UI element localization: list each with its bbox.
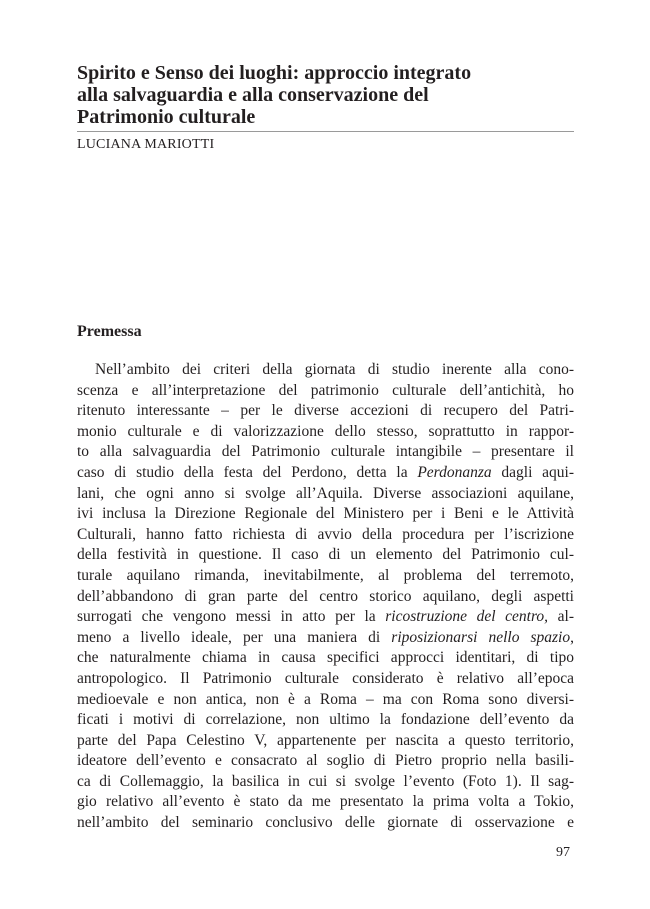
text-segment: ritenuto interessante – per le diverse accezioni di recupero del Patri- <box>77 402 574 420</box>
text-segment: dagli aqui- <box>491 463 574 481</box>
text-segment: scenza e all’interpretazione del patrimonio culturale dell’antichità, ho <box>77 381 574 399</box>
text-line <box>77 504 574 525</box>
text-line <box>77 792 574 813</box>
text-segment: turale aquilano rimanda, inevitabilmente, al problema del terremoto, <box>77 566 574 584</box>
article-title <box>77 62 577 128</box>
text-line <box>77 669 574 690</box>
text-segment: to alla salvaguardia del Patrimonio culturale intangibile – presentare il <box>77 443 574 461</box>
title-line: Patrimonio culturale <box>77 106 256 128</box>
text-segment: meno a livello ideale, per una maniera di <box>77 628 392 646</box>
text-segment: ivi inclusa la Direzione Regionale del Ministero per i Beni e le Attività <box>77 505 574 523</box>
text-segment: lani, che ogni anno si svolge all’Aquila. Diverse associazioni aquilane, <box>77 484 574 502</box>
text-segment: dell’abbandono di gran parte del centro storico aquilano, degli aspetti <box>77 587 574 605</box>
italic-phrase: riposizionarsi nello spazio <box>391 628 571 646</box>
text-segment: gio relativo all’evento è stato da me presentato la prima volta a Tokio, <box>77 793 574 811</box>
text-line <box>77 731 574 752</box>
text-line <box>77 525 574 546</box>
text-line <box>77 751 574 772</box>
text-line <box>77 381 574 402</box>
text-line <box>77 813 574 834</box>
title-rule <box>77 131 574 132</box>
italic-phrase: Perdonanza <box>417 463 492 481</box>
text-segment: Culturali, hanno fatto richiesta di avvio della procedura per l’iscrizione <box>77 525 574 543</box>
text-segment: che naturalmente chiama in causa specifici approcci identitari, di tipo <box>77 649 574 667</box>
title-line: Spirito e Senso dei luoghi: approccio integrato <box>77 62 472 84</box>
text-line <box>77 545 574 566</box>
text-segment: Nell’ambito dei criteri della giornata di studio inerente alla cono- <box>95 361 574 378</box>
text-segment: antropologico. Il Patrimonio culturale considerato è relativo all’epoca <box>77 669 574 687</box>
title-line: alla salvaguardia e alla conservazione del <box>77 84 429 106</box>
text-segment: ficati i motivi di correlazione, non ultimo la fondazione dell’evento da <box>77 711 574 729</box>
text-line <box>77 587 574 608</box>
text-segment: medioevale e non antica, non è a Roma – ma con Roma sono diversi- <box>77 690 574 708</box>
text-segment: parte del Papa Celestino V, appartenente per nascita a questo territorio, <box>77 731 574 749</box>
text-line <box>77 463 574 484</box>
text-line <box>77 401 574 422</box>
text-line <box>77 484 574 505</box>
text-line <box>77 628 574 649</box>
text-line <box>77 648 574 669</box>
text-line <box>77 422 574 443</box>
text-segment: , <box>570 628 574 646</box>
text-line <box>77 360 574 381</box>
text-line <box>77 607 574 628</box>
text-segment: al- <box>548 608 574 626</box>
italic-phrase: ricostruzione del centro, <box>385 608 549 626</box>
body-paragraph <box>77 360 574 834</box>
text-segment: ideatore dell’evento e consacrato al soglio di Pietro proprio nella basili- <box>77 752 574 770</box>
author-name: LUCIANA MARIOTTI <box>77 137 215 152</box>
text-line <box>77 566 574 587</box>
text-line <box>77 442 574 463</box>
text-segment: caso di studio della festa del Perdono, detta la <box>77 463 418 481</box>
text-segment: surrogati che vengono messi in atto per la <box>77 608 386 626</box>
section-heading: Premessa <box>77 323 142 340</box>
text-segment: nell’ambito del seminario conclusivo delle giornate di osservazione e <box>77 814 574 832</box>
text-segment: ca di Collemaggio, la basilica in cui si svolge l’evento (Foto 1). Il sag- <box>77 772 574 790</box>
page-number: 97 <box>556 845 570 860</box>
text-segment: della festività in questione. Il caso di un elemento del Patrimonio cul- <box>77 546 574 564</box>
text-line <box>77 710 574 731</box>
text-line <box>77 690 574 711</box>
text-segment: monio culturale e di valorizzazione dello stesso, soprattutto in rappor- <box>77 422 574 440</box>
text-line <box>77 772 574 793</box>
